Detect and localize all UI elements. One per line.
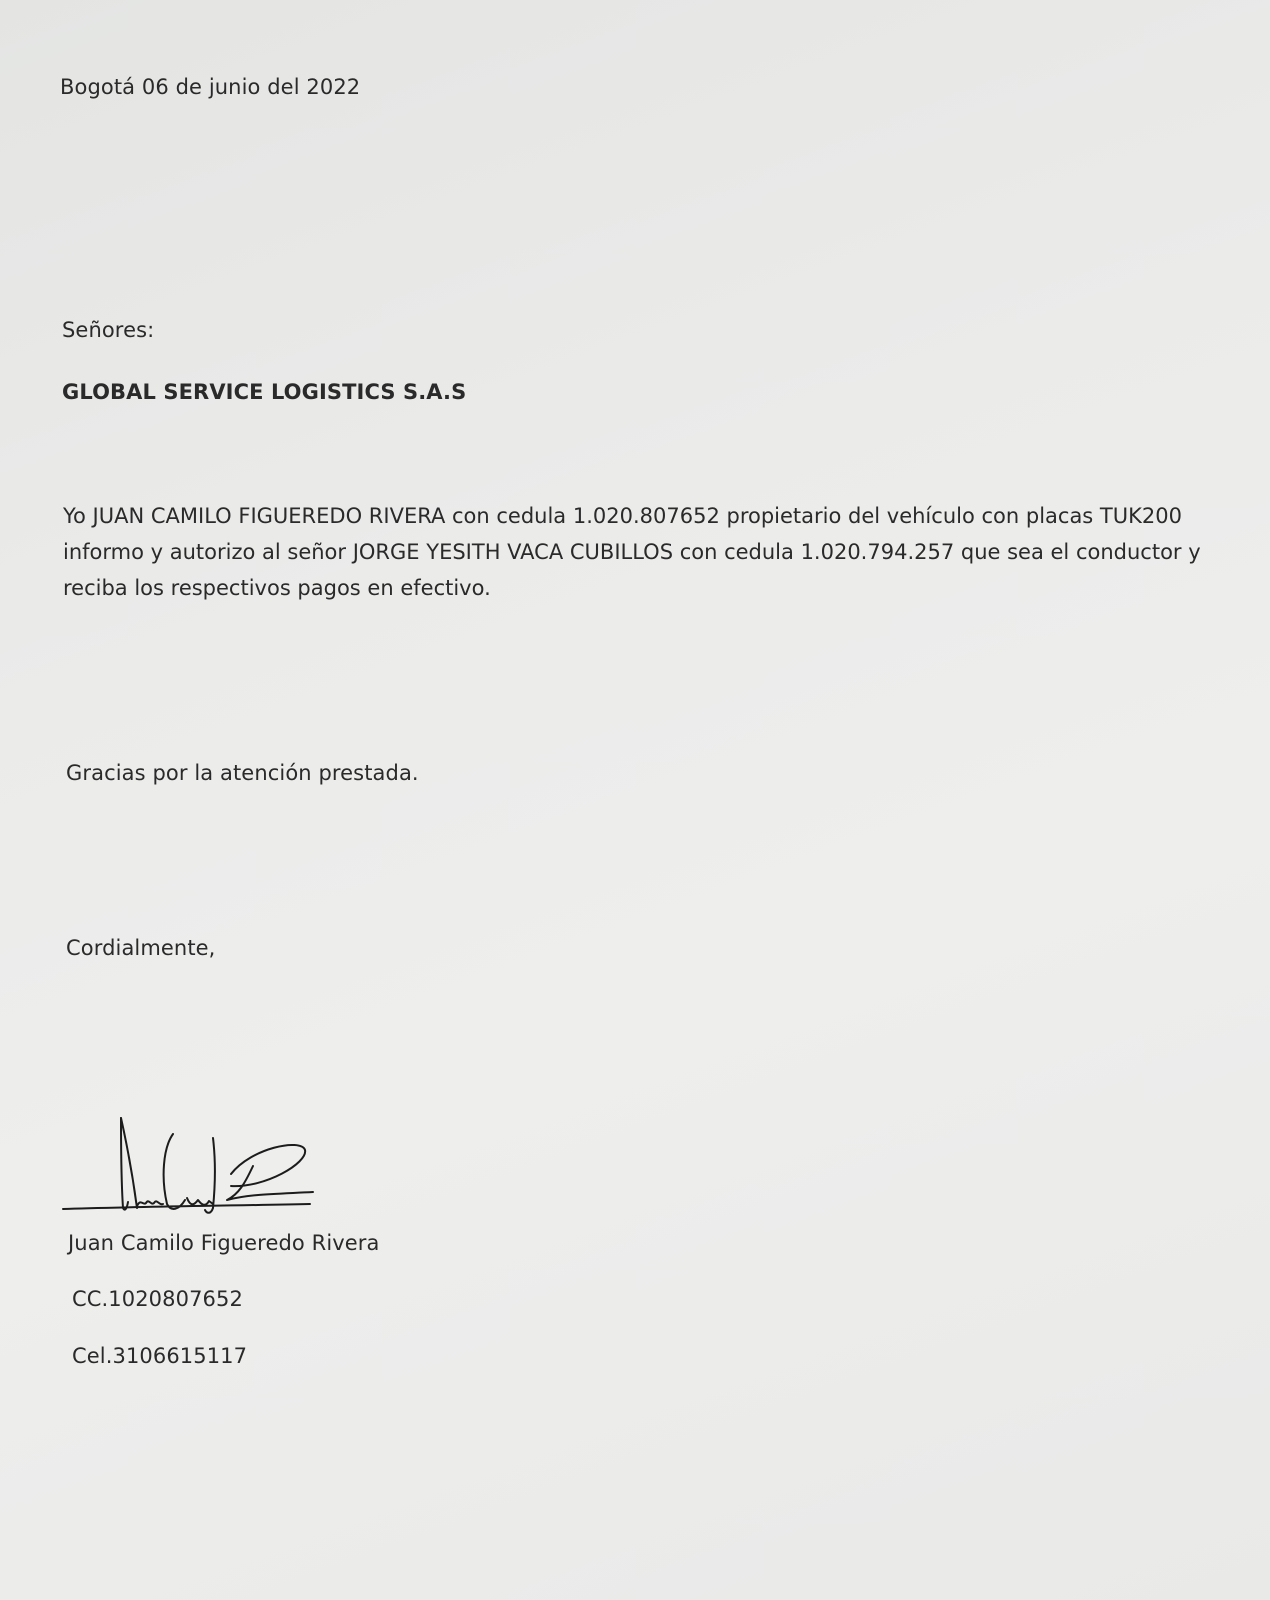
- closing-line: Cordialmente,: [66, 936, 216, 960]
- recipient-company: GLOBAL SERVICE LOGISTICS S.A.S: [62, 380, 467, 404]
- signer-phone: Cel.3106615117: [72, 1344, 248, 1368]
- handwritten-signature: [55, 1108, 335, 1248]
- salutation: Señores:: [62, 318, 155, 342]
- signer-id: CC.1020807652: [72, 1287, 243, 1311]
- signer-name: Juan Camilo Figueredo Rivera: [68, 1231, 380, 1255]
- thanks-line: Gracias por la atención prestada.: [66, 761, 419, 785]
- letter-body: Yo JUAN CAMILO FIGUEREDO RIVERA con cedula 1.020.807652 propietario del vehículo con placas TUK200 informo y autorizo al señor JORGE YESITH VACA CUBILLOS con cedula 1.020.794.257 que sea el conductor y reciba los respectivos pagos en efectivo.: [63, 504, 1201, 600]
- letter-date: Bogotá 06 de junio del 2022: [60, 75, 361, 99]
